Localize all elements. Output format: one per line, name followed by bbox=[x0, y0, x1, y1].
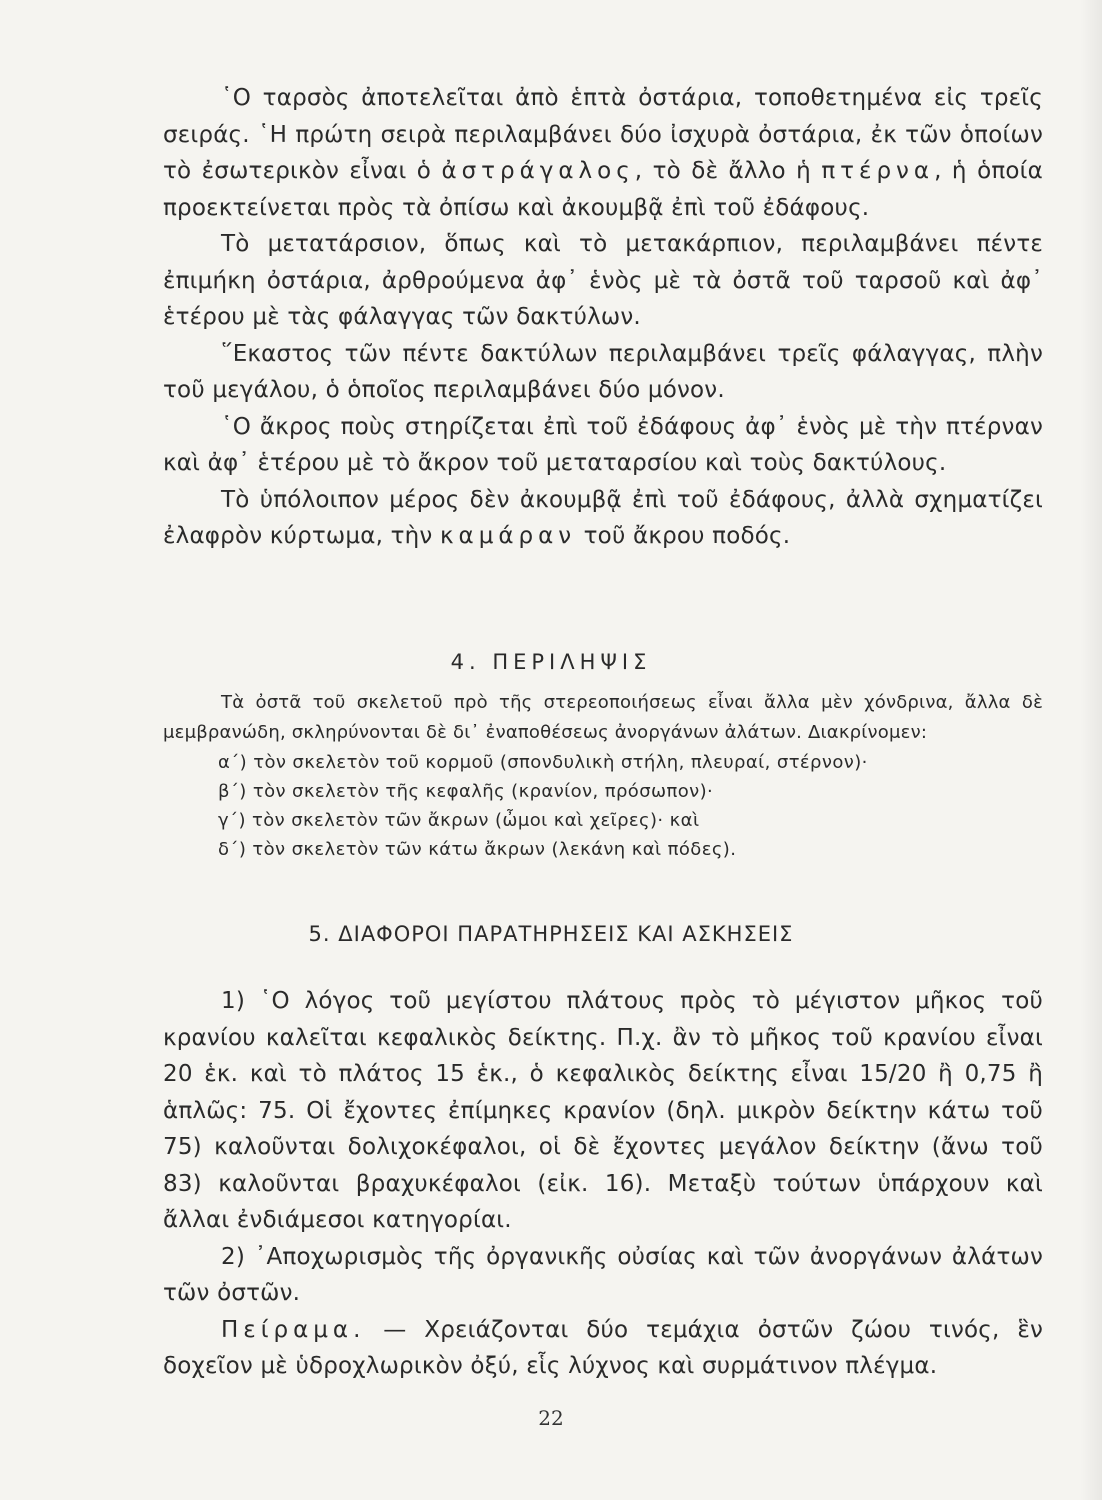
section-4-summary bbox=[163, 688, 1043, 864]
summary-item: δ΄) τὸν σκελετὸν τῶν κάτω ἄκρων (λεκάνη καὶ πόδες). bbox=[218, 839, 737, 860]
paragraph-tarsus-text: ῾Ο ταρσὸς ἀποτελεῖται ἀπὸ ἑπτὰ ὀστάρια, τοποθετημένα εἰς τρεῖς σειράς. ῾Η πρώτη σειρὰ περιλαμβάνει δύο ἰσχυρὰ ὀστάρια, ἐκ τῶν ὁποίων τὸ ἐσωτερικὸν εἶναι ὁ bbox=[163, 85, 1043, 184]
summary-item: α΄) τὸν σκελετὸν τοῦ κορμοῦ (σπονδυλικὴ στήλη, πλευραί, στέρνον)· bbox=[218, 752, 868, 773]
term-astragalos: ἀστράγαλος bbox=[441, 158, 635, 184]
experiment bbox=[163, 1312, 1043, 1385]
page-number: 22 bbox=[538, 1406, 564, 1430]
exercise-1: 1) ῾Ο λόγος τοῦ μεγίστου πλάτους πρὸς τὸ μέγιστον μῆκος τοῦ κρανίου καλεῖται κεφαλικὸς δείκτης. Π.χ. ἂν τὸ μῆκος τοῦ κρανίου εἶναι 20 ἑκ. καὶ τὸ πλάτος 15 ἑκ., ὁ κεφαλικὸς δείκτης εἶναι 15/20 ἢ 0,75 ἢ ἁπλῶς: 75. Οἱ ἔχοντες ἐπίμηκες κρανίον (δηλ. μικρὸν δείκτην κάτω τοῦ 75) καλοῦνται δολιχοκέφαλοι, οἱ δὲ ἔχοντες μεγάλον δείκτην (ἄνω τοῦ 83) καλοῦνται βραχυκέφαλοι (εἰκ. 16). Μεταξὺ τούτων ὑπάρχουν καὶ ἄλλαι ἐνδιάμεσοι κατηγορίαι. bbox=[163, 988, 1043, 1233]
experiment-label: Πείραμα. bbox=[221, 1316, 366, 1343]
scan-edge-shadow bbox=[1080, 0, 1102, 1500]
section-5-body bbox=[163, 983, 1043, 1385]
summary-item: γ΄) τὸν σκελετὸν τῶν ἄκρων (ὦμοι καὶ χεῖρες)· καὶ bbox=[218, 810, 700, 831]
paragraph-arch bbox=[163, 482, 1043, 555]
term-pterna: πτέρνα bbox=[821, 158, 935, 184]
section-5-heading: 5. ΔΙΑΦΟΡΟΙ ΠΑΡΑΤΗΡΗΣΕΙΣ ΚΑΙ ΑΣΚΗΣΕΙΣ bbox=[308, 922, 794, 946]
paragraph-arch-text-2: τοῦ ἄκρου ποδός. bbox=[583, 523, 791, 549]
paragraph-arch-text: Τὸ ὑπόλοιπον μέρος δὲν ἀκουμβᾷ ἐπὶ τοῦ ἐδάφους, ἀλλὰ σχηματίζει ἐλαφρὸν κύρτωμα, τὴν bbox=[163, 486, 1043, 549]
term-kamara: καμάραν bbox=[439, 523, 577, 549]
experiment-text: — Χρειάζονται δύο τεμάχια ὀστῶν ζώου τινός, ἓν δοχεῖον μὲ ὑδροχλωρικὸν ὀξύ, εἷς λύχνος καὶ συρμάτινον πλέγμα. bbox=[163, 1316, 1043, 1379]
paragraph-tarsus-text-3: , ἡ ὁποία προεκτείνεται πρὸς τὰ ὀπίσω καὶ ἀκουμβᾷ ἐπὶ τοῦ ἐδάφους. bbox=[163, 158, 1043, 221]
paragraph-tarsus bbox=[163, 80, 1043, 226]
section-4-heading: 4. ΠΕΡΙΛΗΨΙΣ bbox=[450, 650, 652, 674]
paragraph-metatarsus: Τὸ μετατάρσιον, ὅπως καὶ τὸ μετακάρπιον, περιλαμβάνει πέντε ἐπιμήκη ὀστάρια, ἀρθρούμενα ἀφ᾽ ἑνὸς μὲ τὰ ὀστᾶ τοῦ ταρσοῦ καὶ ἀφ᾽ ἑτέρου μὲ τὰς φάλαγγας τῶν δακτύλων. bbox=[163, 231, 1043, 330]
paragraph-tarsus-text-2: , τὸ δὲ ἄλλο ἡ bbox=[634, 158, 811, 184]
paragraph-toes: ῞Εκαστος τῶν πέντε δακτύλων περιλαμβάνει τρεῖς φάλαγγας, πλὴν τοῦ μεγάλου, ὁ ὁποῖος περιλαμβάνει δύο μόνον. bbox=[163, 340, 1043, 403]
body-text bbox=[163, 80, 1043, 555]
exercise-2: 2) ᾿Αποχωρισμὸς τῆς ὀργανικῆς οὐσίας καὶ τῶν ἀνοργάνων ἀλάτων τῶν ὀστῶν. bbox=[163, 1243, 1043, 1306]
paragraph-foot-support: ῾Ο ἄκρος ποὺς στηρίζεται ἐπὶ τοῦ ἐδάφους ἀφ᾽ ἑνὸς μὲ τὴν πτέρναν καὶ ἀφ᾽ ἑτέρου μὲ τὸ ἄκρον τοῦ μεταταρσίου καὶ τοὺς δακτύλους. bbox=[163, 413, 1043, 476]
summary-intro: Τὰ ὀστᾶ τοῦ σκελετοῦ πρὸ τῆς στερεοποιήσεως εἶναι ἄλλα μὲν χόνδρινα, ἄλλα δὲ μεμβρανώδη, σκληρύνονται δὲ δι᾽ ἐναποθέσεως ἀνοργάνων ἀλάτων. Διακρίνομεν: bbox=[163, 692, 1043, 743]
summary-item: β΄) τὸν σκελετὸν τῆς κεφαλῆς (κρανίον, πρόσωπον)· bbox=[218, 781, 714, 802]
